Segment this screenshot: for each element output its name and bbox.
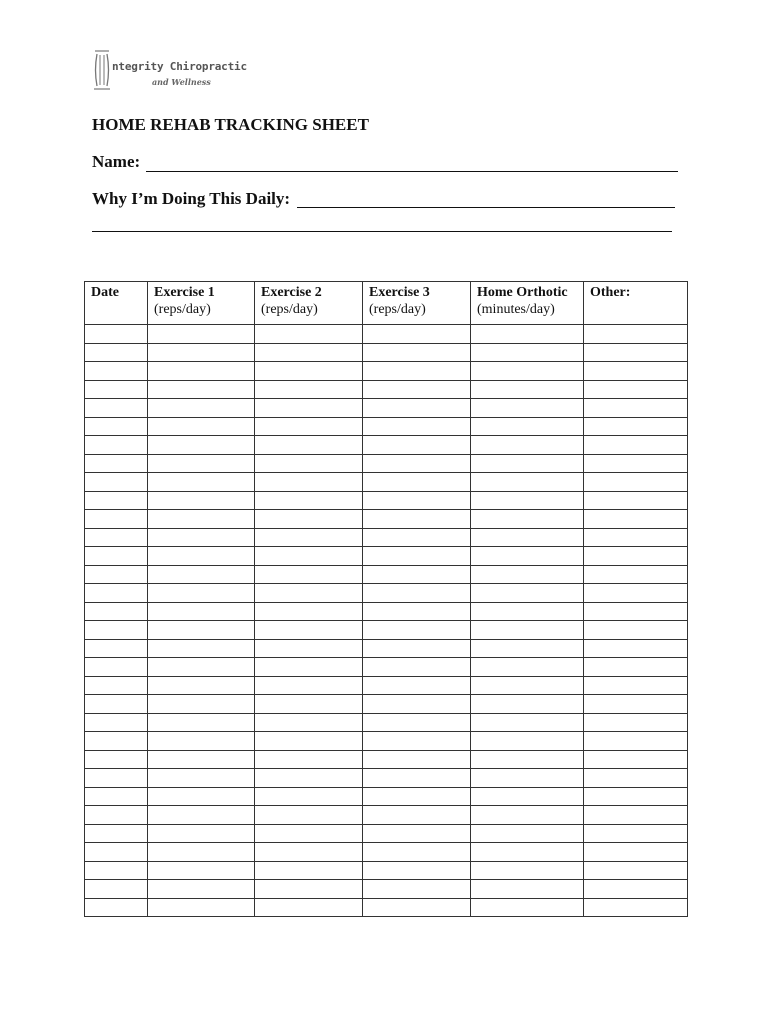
table-cell[interactable]	[85, 565, 148, 584]
table-cell[interactable]	[85, 676, 148, 695]
table-row	[85, 824, 688, 843]
column-header-other	[584, 282, 688, 325]
table-cell[interactable]	[584, 362, 688, 381]
table-cell[interactable]	[85, 695, 148, 714]
table-body	[85, 325, 688, 917]
table-cell[interactable]	[255, 843, 363, 862]
table-cell[interactable]	[584, 565, 688, 584]
table-cell[interactable]	[85, 417, 148, 436]
table-cell[interactable]	[363, 565, 471, 584]
table-cell[interactable]	[255, 491, 363, 510]
table-cell[interactable]	[363, 602, 471, 621]
table-cell[interactable]	[85, 602, 148, 621]
table-row	[85, 343, 688, 362]
table-cell[interactable]	[148, 898, 255, 917]
table-cell[interactable]	[148, 325, 255, 344]
table-cell[interactable]	[85, 528, 148, 547]
table-row	[85, 676, 688, 695]
table-cell[interactable]	[471, 732, 584, 751]
table-cell[interactable]	[255, 399, 363, 418]
column-title: Home Orthotic	[477, 285, 568, 300]
why-field-continuation[interactable]	[92, 231, 672, 232]
table-cell[interactable]	[584, 639, 688, 658]
table-cell[interactable]	[255, 565, 363, 584]
table-cell[interactable]	[255, 362, 363, 381]
table-cell[interactable]	[363, 898, 471, 917]
table-cell[interactable]	[363, 528, 471, 547]
table-cell[interactable]	[471, 843, 584, 862]
why-label: Why I’m Doing This Daily:	[92, 189, 291, 208]
table-cell[interactable]	[255, 713, 363, 732]
table-cell[interactable]	[471, 695, 584, 714]
table-cell[interactable]	[363, 676, 471, 695]
table-cell[interactable]	[85, 787, 148, 806]
table-cell[interactable]	[584, 880, 688, 899]
table-cell[interactable]	[85, 584, 148, 603]
table-cell[interactable]	[255, 750, 363, 769]
table-cell[interactable]	[471, 713, 584, 732]
table-row	[85, 898, 688, 917]
table-row	[85, 528, 688, 547]
table-cell[interactable]	[85, 639, 148, 658]
table-cell[interactable]	[363, 510, 471, 529]
column-header-date	[85, 282, 148, 325]
table-cell[interactable]	[85, 750, 148, 769]
table-cell[interactable]	[255, 880, 363, 899]
table-cell[interactable]	[471, 491, 584, 510]
logo	[92, 48, 252, 94]
table-cell[interactable]	[255, 639, 363, 658]
table-row	[85, 713, 688, 732]
table-cell[interactable]	[363, 473, 471, 492]
table-cell[interactable]	[471, 676, 584, 695]
table-cell[interactable]	[471, 510, 584, 529]
table-cell[interactable]	[148, 547, 255, 566]
column-title: Exercise 3	[369, 285, 430, 300]
table-cell[interactable]	[85, 769, 148, 788]
table-cell[interactable]	[584, 417, 688, 436]
table-cell[interactable]	[255, 510, 363, 529]
table-row	[85, 639, 688, 658]
table-cell[interactable]	[363, 880, 471, 899]
table-cell[interactable]	[584, 491, 688, 510]
table-cell[interactable]	[363, 639, 471, 658]
table-cell[interactable]	[363, 769, 471, 788]
table-cell[interactable]	[584, 787, 688, 806]
table-cell[interactable]	[471, 565, 584, 584]
table-cell[interactable]	[363, 491, 471, 510]
table-cell[interactable]	[584, 806, 688, 825]
table-cell[interactable]	[584, 750, 688, 769]
table-row	[85, 510, 688, 529]
table-cell[interactable]	[255, 547, 363, 566]
column-subtitle: (reps/day)	[261, 302, 318, 317]
table-cell[interactable]	[148, 510, 255, 529]
table-cell[interactable]	[584, 454, 688, 473]
column-subtitle: (reps/day)	[369, 302, 426, 317]
table-cell[interactable]	[363, 621, 471, 640]
table-cell[interactable]	[363, 732, 471, 751]
table-cell[interactable]	[471, 769, 584, 788]
table-cell[interactable]	[471, 454, 584, 473]
table-cell[interactable]	[148, 436, 255, 455]
table-cell[interactable]	[85, 713, 148, 732]
table-cell[interactable]	[584, 510, 688, 529]
table-cell[interactable]	[85, 510, 148, 529]
table-cell[interactable]	[584, 380, 688, 399]
table-cell[interactable]	[584, 547, 688, 566]
table-cell[interactable]	[471, 436, 584, 455]
table-row	[85, 861, 688, 880]
table-cell[interactable]	[363, 343, 471, 362]
table-cell[interactable]	[363, 584, 471, 603]
table-cell[interactable]	[584, 898, 688, 917]
table-cell[interactable]	[148, 880, 255, 899]
table-cell[interactable]	[255, 380, 363, 399]
column-header-exercise-1	[148, 282, 255, 325]
table-cell[interactable]	[148, 750, 255, 769]
table-row	[85, 399, 688, 418]
table-row	[85, 602, 688, 621]
table-row	[85, 732, 688, 751]
table-cell[interactable]	[255, 732, 363, 751]
table-cell[interactable]	[471, 380, 584, 399]
table-cell[interactable]	[471, 584, 584, 603]
table-cell[interactable]	[584, 602, 688, 621]
table-cell[interactable]	[148, 769, 255, 788]
table-cell[interactable]	[584, 473, 688, 492]
table-cell[interactable]	[363, 806, 471, 825]
table-cell[interactable]	[471, 528, 584, 547]
table-header-row	[85, 282, 688, 325]
table-cell[interactable]	[363, 399, 471, 418]
table-row	[85, 584, 688, 603]
column-title: Other:	[590, 285, 631, 300]
table-cell[interactable]	[85, 454, 148, 473]
table-cell[interactable]	[148, 491, 255, 510]
table-row	[85, 750, 688, 769]
table-cell[interactable]	[471, 880, 584, 899]
column-subtitle: (minutes/day)	[477, 302, 555, 317]
table-cell[interactable]	[85, 325, 148, 344]
table-cell[interactable]	[584, 843, 688, 862]
table-cell[interactable]	[471, 343, 584, 362]
table-row	[85, 843, 688, 862]
table-row	[85, 695, 688, 714]
table-cell[interactable]	[471, 898, 584, 917]
logo-name: ntegrity Chiropractic	[112, 60, 247, 73]
table-row	[85, 565, 688, 584]
table-cell[interactable]	[148, 454, 255, 473]
table-cell[interactable]	[255, 343, 363, 362]
table-cell[interactable]	[584, 399, 688, 418]
table-cell[interactable]	[148, 473, 255, 492]
table-cell[interactable]	[85, 491, 148, 510]
table-cell[interactable]	[584, 769, 688, 788]
table-cell[interactable]	[255, 528, 363, 547]
table-cell[interactable]	[471, 824, 584, 843]
table-cell[interactable]	[85, 362, 148, 381]
table-cell[interactable]	[363, 436, 471, 455]
logo-subtitle: and Wellness	[152, 77, 211, 87]
table-row	[85, 547, 688, 566]
table-cell[interactable]	[148, 713, 255, 732]
table-cell[interactable]	[471, 417, 584, 436]
table-cell[interactable]	[255, 417, 363, 436]
table-cell[interactable]	[85, 621, 148, 640]
table-cell[interactable]	[471, 362, 584, 381]
table-cell[interactable]	[363, 362, 471, 381]
table-cell[interactable]	[363, 325, 471, 344]
table-cell[interactable]	[255, 658, 363, 677]
table-cell[interactable]	[363, 658, 471, 677]
table-row	[85, 621, 688, 640]
table-cell[interactable]	[471, 399, 584, 418]
table-cell[interactable]	[85, 880, 148, 899]
table-cell[interactable]	[471, 325, 584, 344]
table-row	[85, 473, 688, 492]
table-cell[interactable]	[148, 621, 255, 640]
table-row	[85, 787, 688, 806]
column-header-home-orthotic	[471, 282, 584, 325]
table-cell[interactable]	[584, 695, 688, 714]
table-cell[interactable]	[584, 861, 688, 880]
table-cell[interactable]	[148, 658, 255, 677]
table-cell[interactable]	[148, 602, 255, 621]
table-cell[interactable]	[148, 695, 255, 714]
table-cell[interactable]	[255, 898, 363, 917]
table-cell[interactable]	[584, 584, 688, 603]
table-cell[interactable]	[148, 639, 255, 658]
table-cell[interactable]	[471, 547, 584, 566]
table-cell[interactable]	[471, 787, 584, 806]
table-cell[interactable]	[363, 843, 471, 862]
table-cell[interactable]	[85, 343, 148, 362]
table-cell[interactable]	[363, 824, 471, 843]
table-row	[85, 436, 688, 455]
table-cell[interactable]	[363, 713, 471, 732]
table-cell[interactable]	[148, 843, 255, 862]
table-cell[interactable]	[471, 658, 584, 677]
table-row	[85, 454, 688, 473]
table-cell[interactable]	[584, 676, 688, 695]
table-row	[85, 491, 688, 510]
column-subtitle: (reps/day)	[154, 302, 211, 317]
table-cell[interactable]	[471, 639, 584, 658]
table-cell[interactable]	[363, 454, 471, 473]
why-field[interactable]	[297, 207, 675, 208]
table-cell[interactable]	[85, 399, 148, 418]
table-cell[interactable]	[85, 861, 148, 880]
name-field[interactable]	[146, 171, 678, 172]
table-cell[interactable]	[584, 621, 688, 640]
table-cell[interactable]	[471, 861, 584, 880]
table-cell[interactable]	[148, 584, 255, 603]
table-cell[interactable]	[471, 602, 584, 621]
table-cell[interactable]	[471, 750, 584, 769]
table-cell[interactable]	[584, 732, 688, 751]
column-title: Exercise 2	[261, 285, 322, 300]
table-cell[interactable]	[255, 769, 363, 788]
table-row	[85, 658, 688, 677]
table-cell[interactable]	[255, 806, 363, 825]
table-cell[interactable]	[255, 325, 363, 344]
table-cell[interactable]	[85, 380, 148, 399]
table-row	[85, 417, 688, 436]
table-cell[interactable]	[255, 602, 363, 621]
table-cell[interactable]	[584, 325, 688, 344]
table-cell[interactable]	[85, 658, 148, 677]
table-cell[interactable]	[148, 676, 255, 695]
table-cell[interactable]	[85, 436, 148, 455]
table-cell[interactable]	[584, 713, 688, 732]
table-cell[interactable]	[148, 732, 255, 751]
table-row	[85, 380, 688, 399]
table-cell[interactable]	[85, 843, 148, 862]
table-cell[interactable]	[85, 898, 148, 917]
table-cell[interactable]	[363, 861, 471, 880]
table-cell[interactable]	[363, 417, 471, 436]
page-title: HOME REHAB TRACKING SHEET	[92, 115, 369, 134]
table-cell[interactable]	[584, 436, 688, 455]
table-cell[interactable]	[85, 824, 148, 843]
table-cell[interactable]	[363, 547, 471, 566]
table-cell[interactable]	[148, 787, 255, 806]
table-row	[85, 325, 688, 344]
column-header-exercise-3	[363, 282, 471, 325]
table-cell[interactable]	[148, 565, 255, 584]
table-cell[interactable]	[148, 861, 255, 880]
table-cell[interactable]	[471, 621, 584, 640]
table-cell[interactable]	[148, 806, 255, 825]
table-cell[interactable]	[148, 417, 255, 436]
table-cell[interactable]	[363, 787, 471, 806]
table-row	[85, 362, 688, 381]
table-cell[interactable]	[584, 343, 688, 362]
table-cell[interactable]	[255, 695, 363, 714]
column-title: Exercise 1	[154, 285, 215, 300]
name-label: Name:	[92, 152, 141, 171]
column-header-exercise-2	[255, 282, 363, 325]
table-cell[interactable]	[148, 343, 255, 362]
table-cell[interactable]	[148, 824, 255, 843]
table-cell[interactable]	[255, 621, 363, 640]
table-cell[interactable]	[363, 695, 471, 714]
table-cell[interactable]	[255, 861, 363, 880]
table-cell[interactable]	[363, 750, 471, 769]
table-cell[interactable]	[85, 806, 148, 825]
table-cell[interactable]	[255, 824, 363, 843]
table-cell[interactable]	[255, 787, 363, 806]
table-cell[interactable]	[148, 362, 255, 381]
table-cell[interactable]	[363, 380, 471, 399]
pillar-icon	[92, 48, 112, 92]
table-row	[85, 769, 688, 788]
table-cell[interactable]	[148, 528, 255, 547]
table-cell[interactable]	[255, 584, 363, 603]
table-cell[interactable]	[148, 380, 255, 399]
table-cell[interactable]	[471, 473, 584, 492]
table-cell[interactable]	[471, 806, 584, 825]
table-cell[interactable]	[255, 676, 363, 695]
table-cell[interactable]	[85, 547, 148, 566]
table-cell[interactable]	[584, 824, 688, 843]
table-cell[interactable]	[584, 528, 688, 547]
table-cell[interactable]	[148, 399, 255, 418]
table-cell[interactable]	[584, 658, 688, 677]
tracking-table	[84, 281, 688, 917]
table-row	[85, 880, 688, 899]
table-row	[85, 806, 688, 825]
column-title: Date	[91, 285, 119, 300]
table-cell[interactable]	[255, 454, 363, 473]
table-cell[interactable]	[255, 473, 363, 492]
table-cell[interactable]	[255, 436, 363, 455]
table-cell[interactable]	[85, 473, 148, 492]
table-cell[interactable]	[85, 732, 148, 751]
